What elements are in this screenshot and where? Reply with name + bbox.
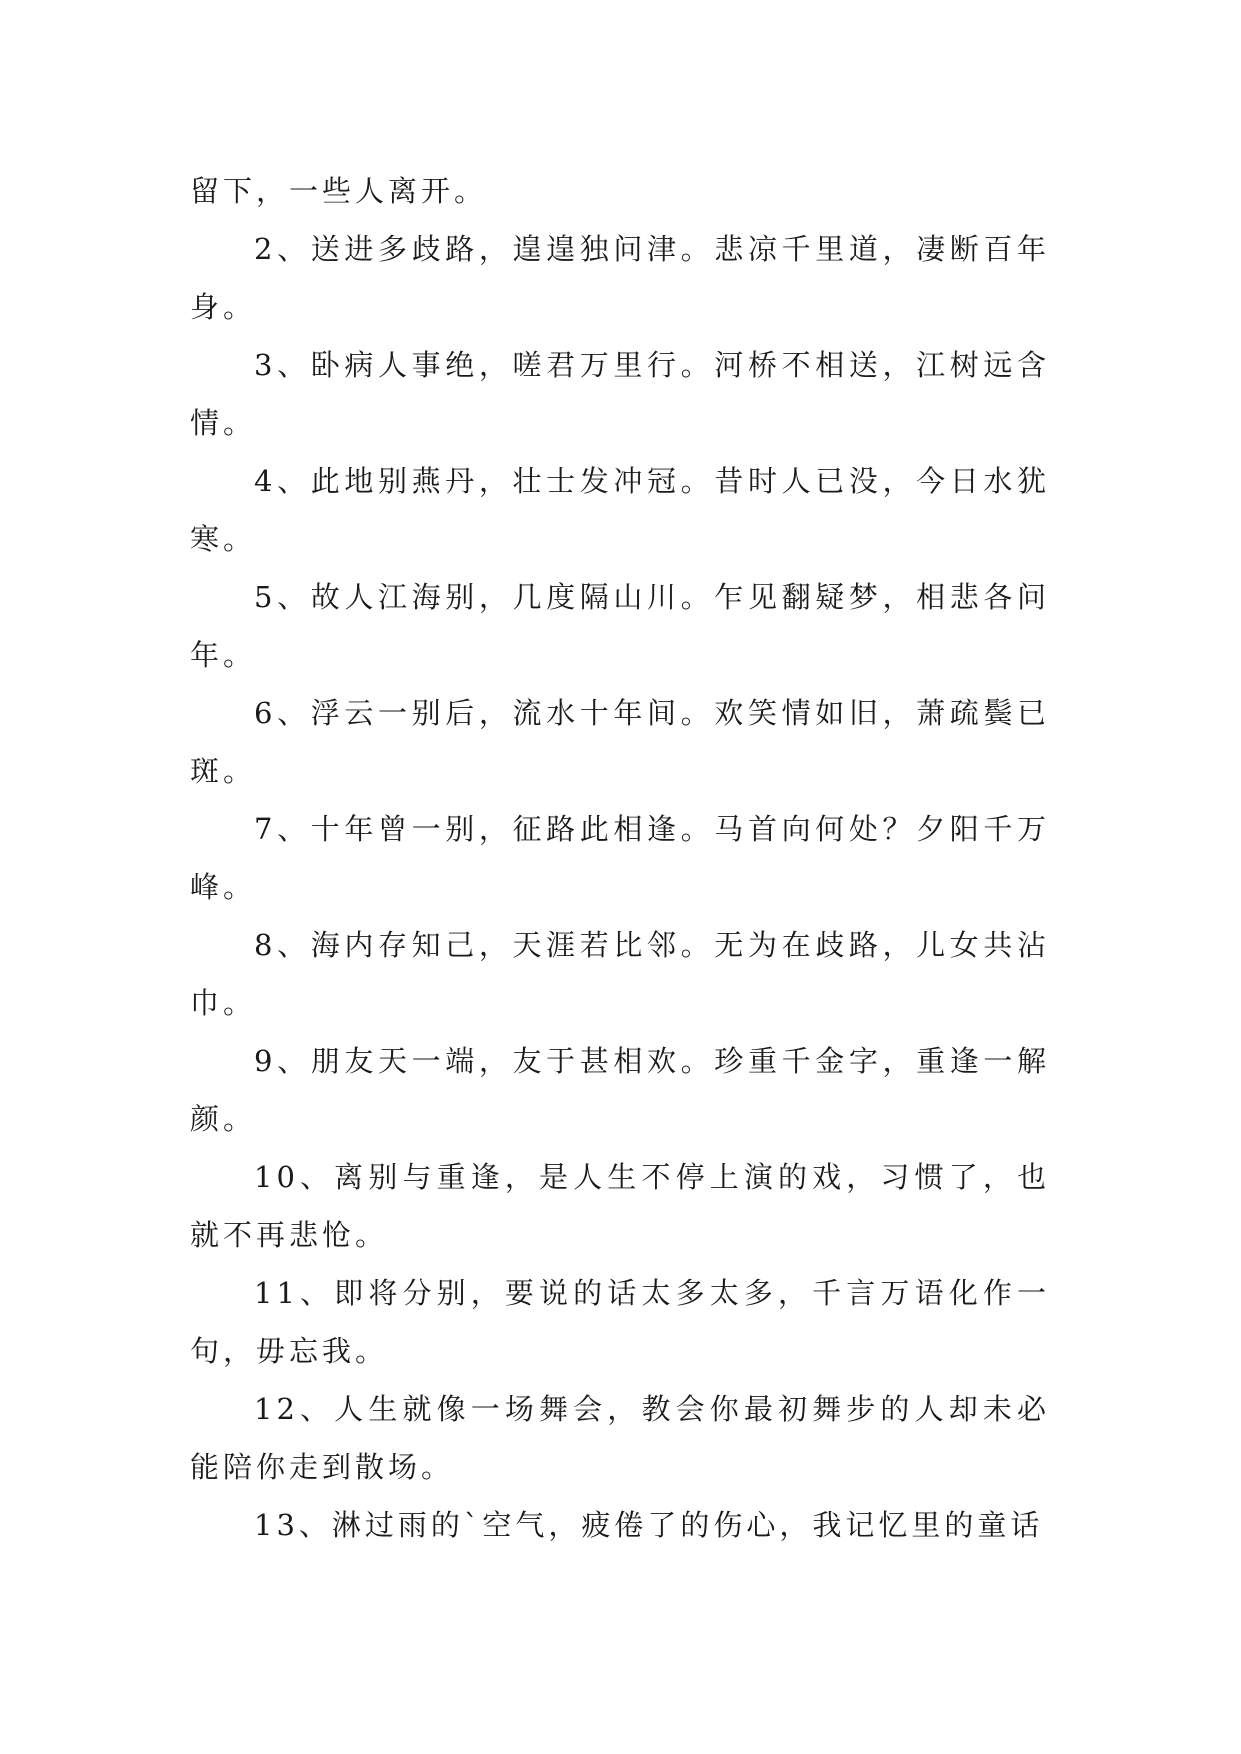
paragraph-item-10: 10、离别与重逢，是人生不停上演的戏，习惯了，也就不再悲怆。 (190, 1160, 1050, 1252)
paragraph-item-4: 4、此地别燕丹，壮士发冲冠。昔时人已没，今日水犹寒。 (190, 464, 1050, 556)
paragraph-continuation: 留下，一些人离开。 (190, 174, 488, 208)
paragraph-item-11: 11、即将分别，要说的话太多太多，千言万语化作一句，毋忘我。 (190, 1276, 1050, 1368)
paragraph-item-6: 6、浮云一别后，流水十年间。欢笑情如旧，萧疏鬓已斑。 (190, 696, 1050, 788)
paragraph-item-12: 12、人生就像一场舞会，教会你最初舞步的人却未必能陪你走到散场。 (190, 1392, 1050, 1484)
paragraph-item-13: 13、淋过雨的`空气，疲倦了的伤心，我记忆里的童话 (254, 1508, 1044, 1542)
paragraph-item-7: 7、十年曾一别，征路此相逢。马首向何处？夕阳千万峰。 (190, 812, 1050, 904)
paragraph-item-2: 2、送进多歧路，遑遑独问津。悲凉千里道，凄断百年身。 (190, 232, 1050, 324)
paragraph-item-8: 8、海内存知己，天涯若比邻。无为在歧路，儿女共沾巾。 (190, 928, 1050, 1020)
paragraph-item-3: 3、卧病人事绝，嗟君万里行。河桥不相送，江树远含情。 (190, 348, 1050, 440)
document-body (190, 162, 1050, 1554)
paragraph-item-9: 9、朋友天一端，友于甚相欢。珍重千金字，重逢一解颜。 (190, 1044, 1050, 1136)
paragraph-item-5: 5、故人江海别，几度隔山川。乍见翻疑梦，相悲各问年。 (190, 580, 1050, 672)
